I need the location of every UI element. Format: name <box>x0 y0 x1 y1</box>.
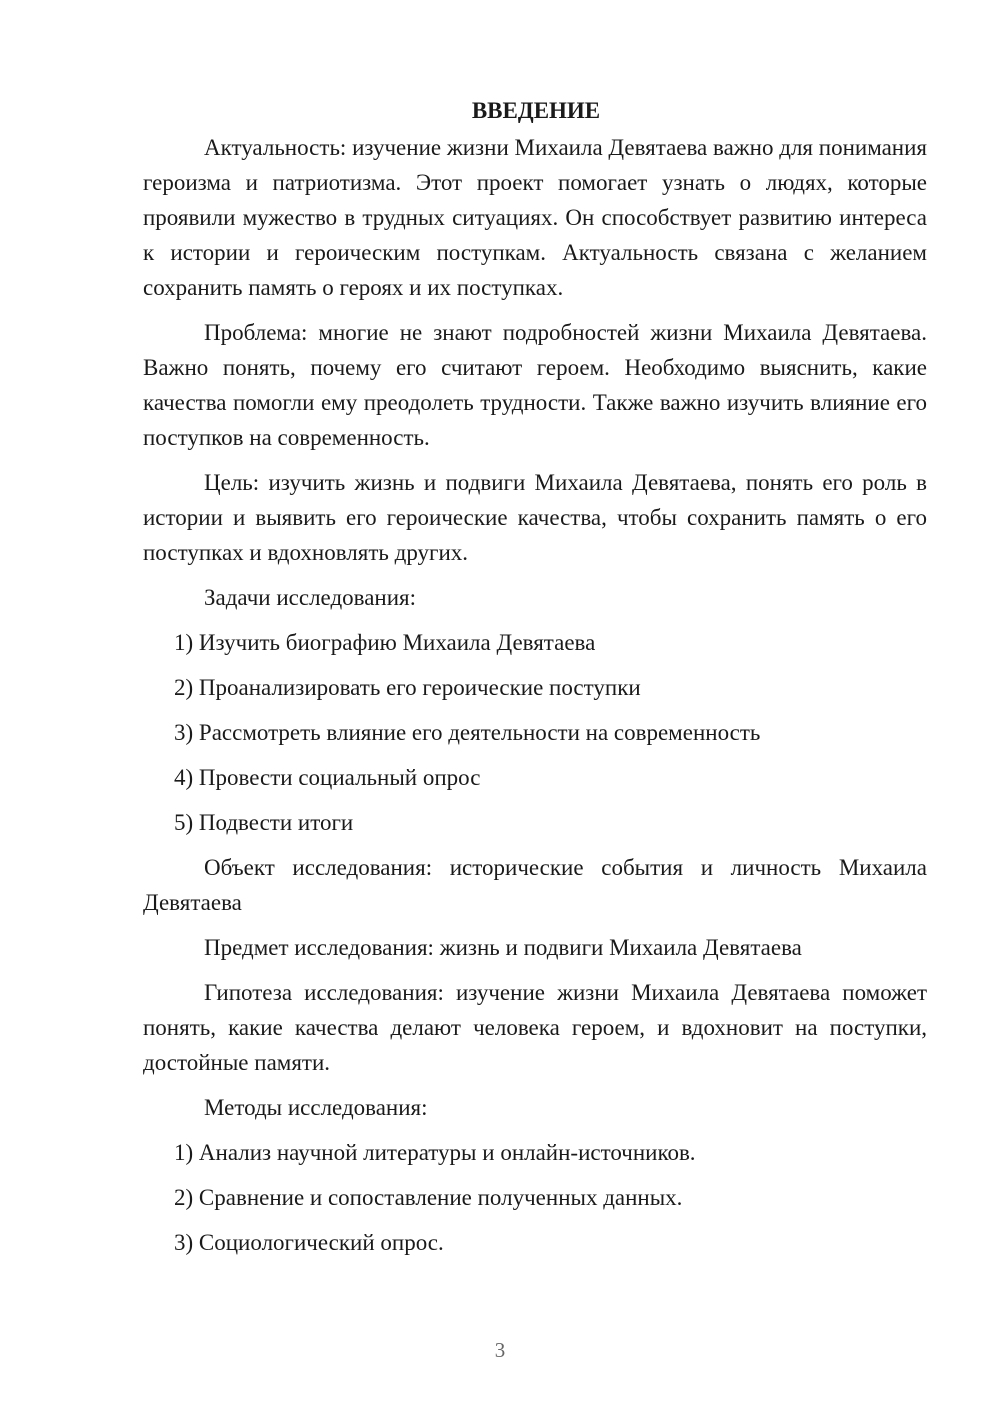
goal-paragraph: Цель: изучить жизнь и подвиги Михаила Девятаева, понять его роль в истории и выявить его героические качества, чтобы сохранить память о его поступках и вдохновлять других. <box>143 470 927 565</box>
task-item: 4) Провести социальный опрос <box>174 765 481 790</box>
method-item: 1) Анализ научной литературы и онлайн-источников. <box>174 1140 696 1165</box>
method-item: 3) Социологический опрос. <box>174 1230 444 1255</box>
page-number: 3 <box>494 1338 506 1362</box>
page-content <box>143 93 927 1270</box>
task-item: 5) Подвести итоги <box>174 810 354 835</box>
task-item: 1) Изучить биографию Михаила Девятаева <box>174 630 596 655</box>
subject-paragraph: Предмет исследования: жизнь и подвиги Михаила Девятаева <box>204 935 802 960</box>
task-item: 3) Рассмотреть влияние его деятельности на современность <box>174 720 761 745</box>
hypothesis-paragraph: Гипотеза исследования: изучение жизни Михаила Девятаева поможет понять, какие качества делают человека героем, и вдохновит на поступки, достойные памяти. <box>143 980 927 1075</box>
relevance-paragraph: Актуальность: изучение жизни Михаила Девятаева важно для понимания героизма и патриотизма. Этот проект помогает узнать о людях, которые проявили мужество в трудных ситуациях. Он способствует развитию интереса к истории и героическим поступкам. Актуальность связана с желанием сохранить память о героях и их поступках. <box>143 135 927 300</box>
problem-paragraph: Проблема: многие не знают подробностей жизни Михаила Девятаева. Важно понять, почему его считают героем. Необходимо выяснить, какие качества помогли ему преодолеть трудности. Также важно изучить влияние его поступков на современность. <box>143 320 927 450</box>
tasks-title: Задачи исследования: <box>204 585 417 610</box>
object-paragraph: Объект исследования: исторические события и личность Михаила Девятаева <box>143 855 927 915</box>
methods-title: Методы исследования: <box>204 1095 428 1120</box>
task-item: 2) Проанализировать его героические поступки <box>174 675 641 700</box>
section-heading: ВВЕДЕНИЕ <box>471 98 601 123</box>
method-item: 2) Сравнение и сопоставление полученных данных. <box>174 1185 683 1210</box>
